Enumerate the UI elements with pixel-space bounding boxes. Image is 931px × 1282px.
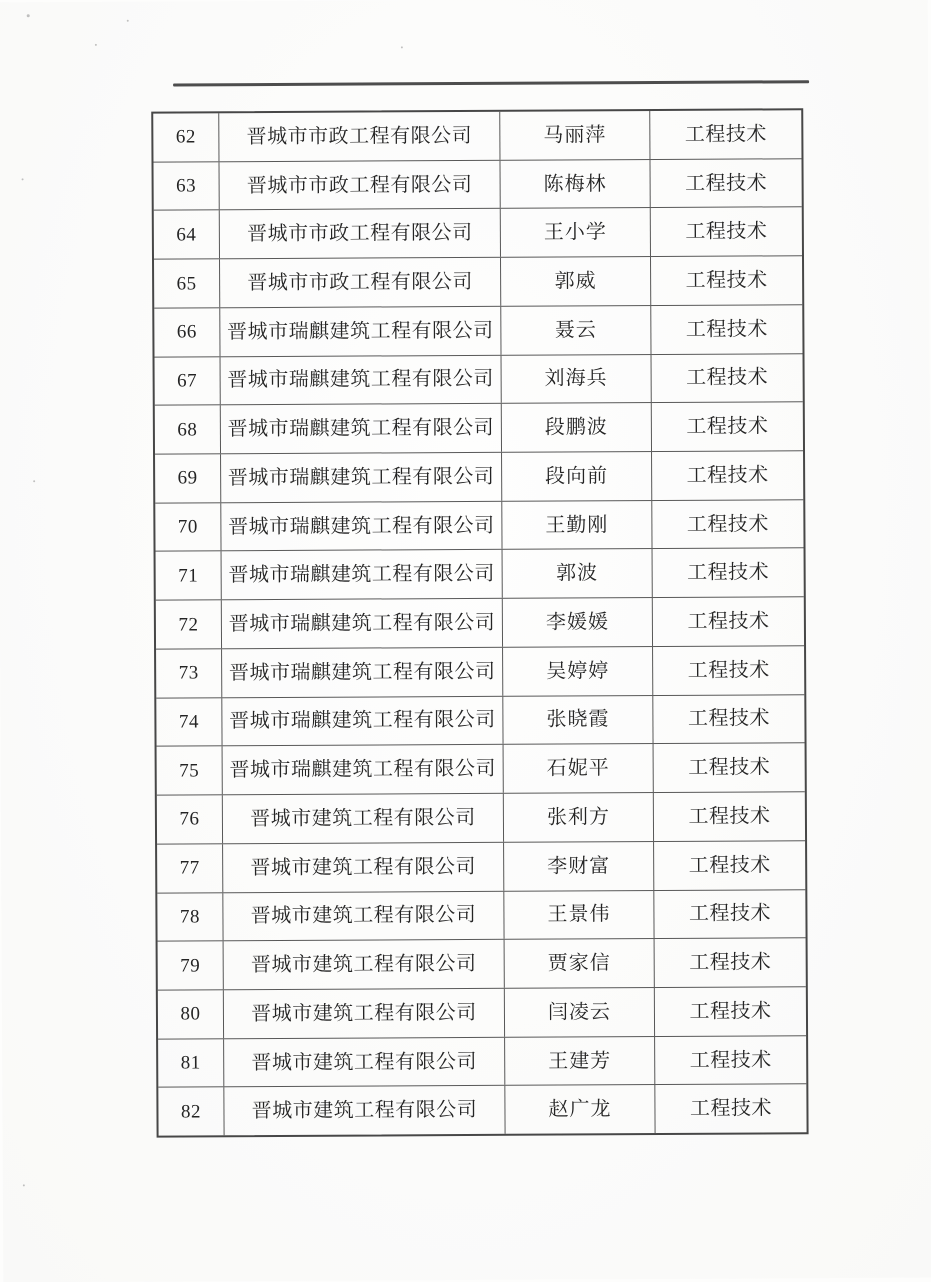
table-row xyxy=(156,694,804,746)
company-cell: 晋城市瑞麒建筑工程有限公司 xyxy=(221,404,502,453)
table-row xyxy=(155,353,803,405)
company-cell: 晋城市市政工程有限公司 xyxy=(219,112,500,161)
roster-table xyxy=(151,108,808,1137)
company-cell: 晋城市瑞麒建筑工程有限公司 xyxy=(222,648,503,697)
scan-speck xyxy=(401,46,403,48)
company-cell: 晋城市建筑工程有限公司 xyxy=(224,1086,505,1135)
table-row xyxy=(158,986,806,1038)
company-cell: 晋城市建筑工程有限公司 xyxy=(224,989,505,1038)
row-number-cell: 72 xyxy=(156,600,222,648)
person-name-cell: 段向前 xyxy=(502,452,652,501)
person-name-cell: 贾家信 xyxy=(505,939,655,988)
job-category-cell: 工程技术 xyxy=(687,610,770,633)
row-number-cell: 74 xyxy=(156,698,222,746)
job-category-cell: 工程技术 xyxy=(689,1097,773,1121)
table-row xyxy=(157,889,805,941)
job-category-cell: 工程技术 xyxy=(687,659,770,682)
job-category-cell: 工程技术 xyxy=(688,854,771,877)
table-row xyxy=(153,110,801,161)
person-name-cell: 陈梅林 xyxy=(500,160,650,209)
row-number-cell: 73 xyxy=(156,649,222,697)
job-category-cell: 工程技术 xyxy=(684,123,767,146)
job-category-cell: 工程技术 xyxy=(687,561,770,585)
person-name-cell: 吴婷婷 xyxy=(503,647,653,696)
person-name-cell: 聂云 xyxy=(501,306,651,355)
person-name-cell: 段鹏波 xyxy=(502,403,652,452)
company-cell: 晋城市建筑工程有限公司 xyxy=(223,891,504,940)
scan-speck xyxy=(95,44,97,46)
company-cell: 晋城市瑞麒建筑工程有限公司 xyxy=(222,696,503,745)
row-number-cell: 77 xyxy=(157,844,223,892)
job-category-cell: 工程技术 xyxy=(689,951,772,974)
row-number-cell: 62 xyxy=(153,113,219,161)
person-name-cell: 李财富 xyxy=(504,842,654,891)
scan-speck xyxy=(22,178,24,180)
company-cell: 晋城市瑞麒建筑工程有限公司 xyxy=(222,599,503,648)
company-cell: 晋城市建筑工程有限公司 xyxy=(224,940,505,989)
job-category-cell: 工程技术 xyxy=(689,1048,772,1072)
company-cell: 晋城市瑞麒建筑工程有限公司 xyxy=(220,307,501,356)
company-cell: 晋城市建筑工程有限公司 xyxy=(223,843,504,892)
person-name-cell: 闫凌云 xyxy=(505,988,655,1037)
scan-speck xyxy=(33,480,35,482)
table-row xyxy=(156,596,804,648)
person-name-cell: 王景伟 xyxy=(504,891,654,940)
company-cell: 晋城市瑞麒建筑工程有限公司 xyxy=(221,453,502,502)
person-name-cell: 李媛媛 xyxy=(503,598,653,647)
table-row xyxy=(158,1035,806,1087)
table-row xyxy=(156,548,804,600)
job-category-cell: 工程技术 xyxy=(685,269,768,292)
row-number-cell: 69 xyxy=(155,454,221,502)
person-name-cell: 郭波 xyxy=(503,549,653,598)
job-category-cell: 工程技术 xyxy=(686,513,769,536)
scan-speck xyxy=(27,14,30,17)
table-row xyxy=(155,450,803,502)
person-name-cell: 张利方 xyxy=(504,793,654,842)
job-category-cell: 工程技术 xyxy=(687,707,770,731)
table-row xyxy=(153,158,801,210)
person-name-cell: 王勤刚 xyxy=(502,501,652,550)
row-number-cell: 70 xyxy=(155,503,221,551)
row-number-cell: 78 xyxy=(157,893,223,941)
row-number-cell: 67 xyxy=(155,357,221,405)
person-name-cell: 赵广龙 xyxy=(505,1085,655,1134)
scan-speck xyxy=(127,20,129,22)
table-row xyxy=(155,402,803,454)
person-name-cell: 郭威 xyxy=(501,257,651,306)
table-row xyxy=(158,937,806,989)
row-number-cell: 81 xyxy=(158,1039,224,1087)
table-row xyxy=(157,791,805,843)
table-row xyxy=(157,840,805,892)
row-number-cell: 66 xyxy=(154,308,220,356)
row-number-cell: 79 xyxy=(158,941,224,989)
company-cell: 晋城市市政工程有限公司 xyxy=(220,209,501,258)
company-cell: 晋城市瑞麒建筑工程有限公司 xyxy=(222,550,503,599)
row-number-cell: 63 xyxy=(153,162,219,210)
table-row xyxy=(158,1084,806,1136)
table-row xyxy=(154,304,802,356)
person-name-cell: 石妮平 xyxy=(504,744,654,793)
job-category-cell: 工程技术 xyxy=(688,902,771,926)
job-category-cell: 工程技术 xyxy=(688,756,771,780)
table-row xyxy=(155,499,803,551)
job-category-cell: 工程技术 xyxy=(685,220,768,244)
table-row xyxy=(154,255,802,307)
job-category-cell: 工程技术 xyxy=(689,1000,772,1023)
job-category-cell: 工程技术 xyxy=(685,171,768,195)
job-category-cell: 工程技术 xyxy=(688,805,771,828)
person-name-cell: 马丽萍 xyxy=(500,111,650,160)
scan-speck xyxy=(23,1184,25,1186)
person-name-cell: 王建芳 xyxy=(505,1037,655,1086)
row-number-cell: 64 xyxy=(154,211,220,259)
row-number-cell: 80 xyxy=(158,990,224,1038)
table-row xyxy=(157,743,805,795)
company-cell: 晋城市市政工程有限公司 xyxy=(220,258,501,307)
company-cell: 晋城市瑞麒建筑工程有限公司 xyxy=(223,745,504,794)
row-number-cell: 71 xyxy=(156,552,222,600)
header-divider xyxy=(173,80,809,86)
company-cell: 晋城市建筑工程有限公司 xyxy=(224,1037,505,1086)
company-cell: 晋城市建筑工程有限公司 xyxy=(223,794,504,843)
row-number-cell: 75 xyxy=(157,747,223,795)
job-category-cell: 工程技术 xyxy=(685,318,768,341)
company-cell: 晋城市市政工程有限公司 xyxy=(219,161,500,210)
row-number-cell: 65 xyxy=(154,259,220,307)
row-number-cell: 82 xyxy=(158,1088,224,1136)
person-name-cell: 刘海兵 xyxy=(502,355,652,404)
job-category-cell: 工程技术 xyxy=(686,415,769,439)
company-cell: 晋城市瑞麒建筑工程有限公司 xyxy=(221,355,502,404)
person-name-cell: 张晓霞 xyxy=(503,696,653,745)
row-number-cell: 76 xyxy=(157,795,223,843)
job-category-cell: 工程技术 xyxy=(686,464,769,487)
job-category-cell: 工程技术 xyxy=(686,366,769,390)
table-row xyxy=(156,645,804,697)
person-name-cell: 王小学 xyxy=(501,208,651,257)
table-row xyxy=(154,207,802,259)
row-number-cell: 68 xyxy=(155,406,221,454)
company-cell: 晋城市瑞麒建筑工程有限公司 xyxy=(221,502,502,551)
